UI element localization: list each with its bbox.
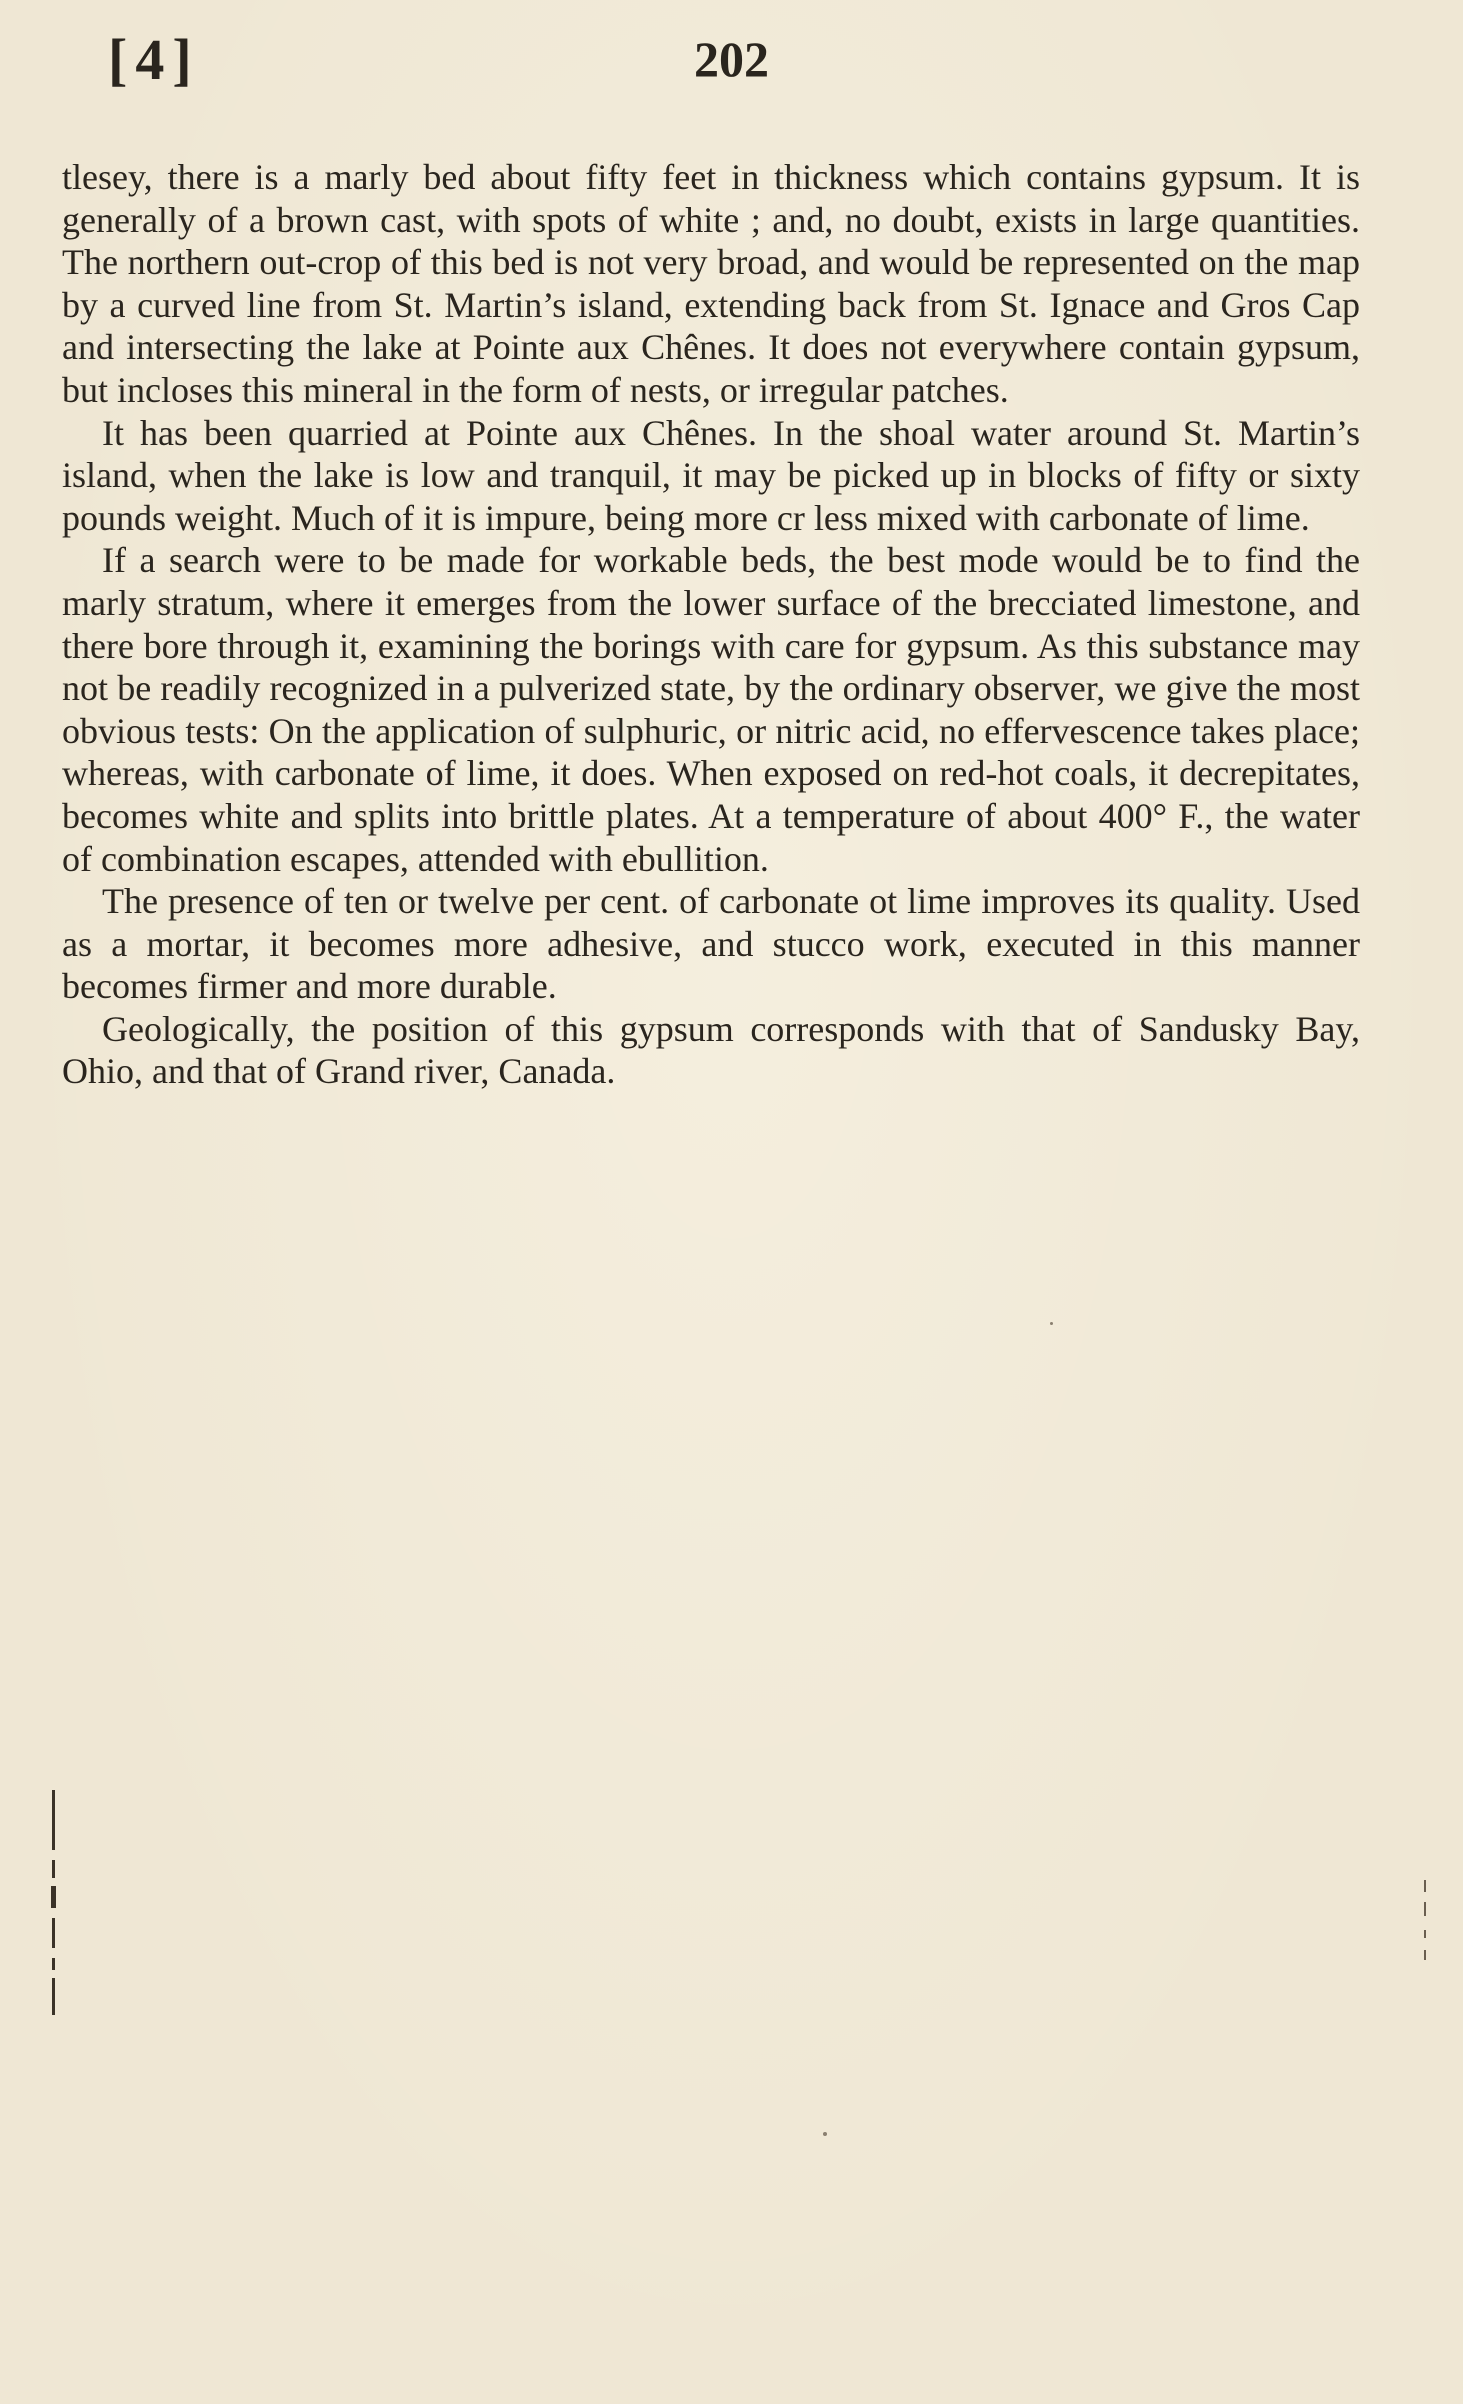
paragraph-5: Geologically, the position of this gypsum corresponds with that of Sandusky Bay, Ohio, and that of Grand river, Canada.: [62, 1008, 1360, 1092]
left-margin-marks: [50, 1790, 58, 2015]
paragraph-4: The presence of ten or twelve per cent. of carbonate ot lime improves its quality. Used as a mortar, it becomes more adhesive, and stucco work, executed in this manner becomes firmer and more durable.: [62, 881, 1360, 1007]
right-margin-marks: [1422, 1880, 1430, 1975]
paragraph-3: If a search were to be made for workable beds, the best mode would be to find the marly stratum, where it emerges from the lower surface of the brecciated limestone, and there bore through it, examining the borings with care for gypsum. As this substance may not be readily recognized in a pulverized state, by the ordinary observer, we give the most obvious tests: On the application of sulphuric, or nitric acid, no effervescence takes place; whereas, with carbonate of lime, it does. When exposed on red-hot coals, it decrepitates, becomes white and splits into brittle plates. At a temperature of about 400° F., the water of combination escapes, attended with ebullition.: [62, 540, 1360, 879]
page-marker: [4]: [108, 27, 200, 92]
paper-speck: [1050, 1322, 1053, 1325]
body-text: [62, 156, 1360, 1093]
page-number: 202: [694, 31, 769, 87]
paper-speck: [823, 2132, 827, 2136]
paragraph-1: tlesey, there is a marly bed about fifty feet in thickness which contains gypsum. It is generally of a brown cast, with spots of white ; and, no doubt, exists in large quantities. The northern out-crop of this bed is not very broad, and would be represented on the map by a curved line from St. Martin’s island, extending back from St. Ignace and Gros Cap and intersecting the lake at Pointe aux Chênes. It does not everywhere contain gypsum, but incloses this mineral in the form of nests, or irregular patches.: [62, 157, 1360, 410]
paragraph-2: It has been quarried at Pointe aux Chênes. In the shoal water around St. Martin’s island, when the lake is low and tranquil, it may be picked up in blocks of fifty or sixty pounds weight. Much of it is impure, being more cr less mixed with carbonate of lime.: [62, 412, 1360, 538]
